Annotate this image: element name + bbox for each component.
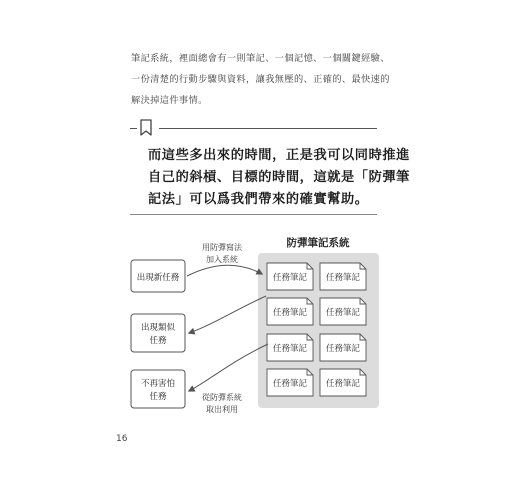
note-card-label: 任務筆記	[272, 308, 308, 318]
add-arrow-label-line2: 加入系統	[206, 255, 238, 264]
system-title: 防彈筆記系統	[286, 237, 350, 249]
task-note-card	[267, 334, 313, 361]
add-to-system-arrow	[187, 265, 262, 276]
note-card-label: 任務筆記	[325, 379, 361, 389]
task-note-card	[320, 334, 366, 361]
no-fear-task-box	[131, 370, 185, 408]
no-fear-label-line2: 任務	[149, 392, 167, 402]
reuse-to-similar-arrow	[189, 296, 266, 333]
similar-task-label-line1: 出現類似	[140, 323, 176, 333]
quote-line: 記法」可以爲我們帶來的確實幫助。	[148, 192, 369, 207]
note-card-label: 任務筆記	[272, 344, 308, 354]
add-arrow-label-line1: 用防彈寫法	[202, 243, 242, 252]
note-card-label: 任務筆記	[325, 344, 361, 354]
quote-line: 自己的斜槓、目標的時間，這就是「防彈筆	[148, 170, 410, 185]
new-task-label: 出現新任務	[136, 273, 180, 283]
page-number: 16	[116, 434, 128, 444]
note-card-label: 任務筆記	[325, 273, 361, 283]
retrieve-arrow-label-line1: 從防彈系統	[202, 393, 242, 402]
retrieve-arrow-label-line2: 取出利用	[206, 405, 238, 414]
task-note-card	[267, 369, 313, 396]
task-note-card	[320, 263, 366, 290]
note-card-label: 任務筆記	[325, 308, 361, 318]
similar-task-label-line2: 任務	[149, 336, 167, 346]
no-fear-label-line1: 不再害怕	[140, 379, 176, 389]
body-line: 一份清楚的行動步驟與資料，讓我無壓的、正確的、最快速的	[131, 74, 390, 85]
similar-task-box	[131, 314, 185, 352]
task-note-card	[267, 263, 313, 290]
reuse-to-nofear-arrow	[189, 344, 268, 391]
task-note-card	[267, 298, 313, 325]
new-task-box	[131, 260, 185, 292]
task-note-card	[320, 298, 366, 325]
body-line: 筆記系統，裡面總會有一則筆記、一個記憶、一個關鍵經驗、	[131, 53, 390, 64]
quote-line: 而這些多出來的時間，正是我可以同時推進	[148, 148, 410, 163]
body-line: 解決掉這件事情。	[131, 95, 208, 106]
note-card-label: 任務筆記	[272, 379, 308, 389]
note-card-label: 任務筆記	[272, 273, 308, 283]
task-note-card	[320, 369, 366, 396]
